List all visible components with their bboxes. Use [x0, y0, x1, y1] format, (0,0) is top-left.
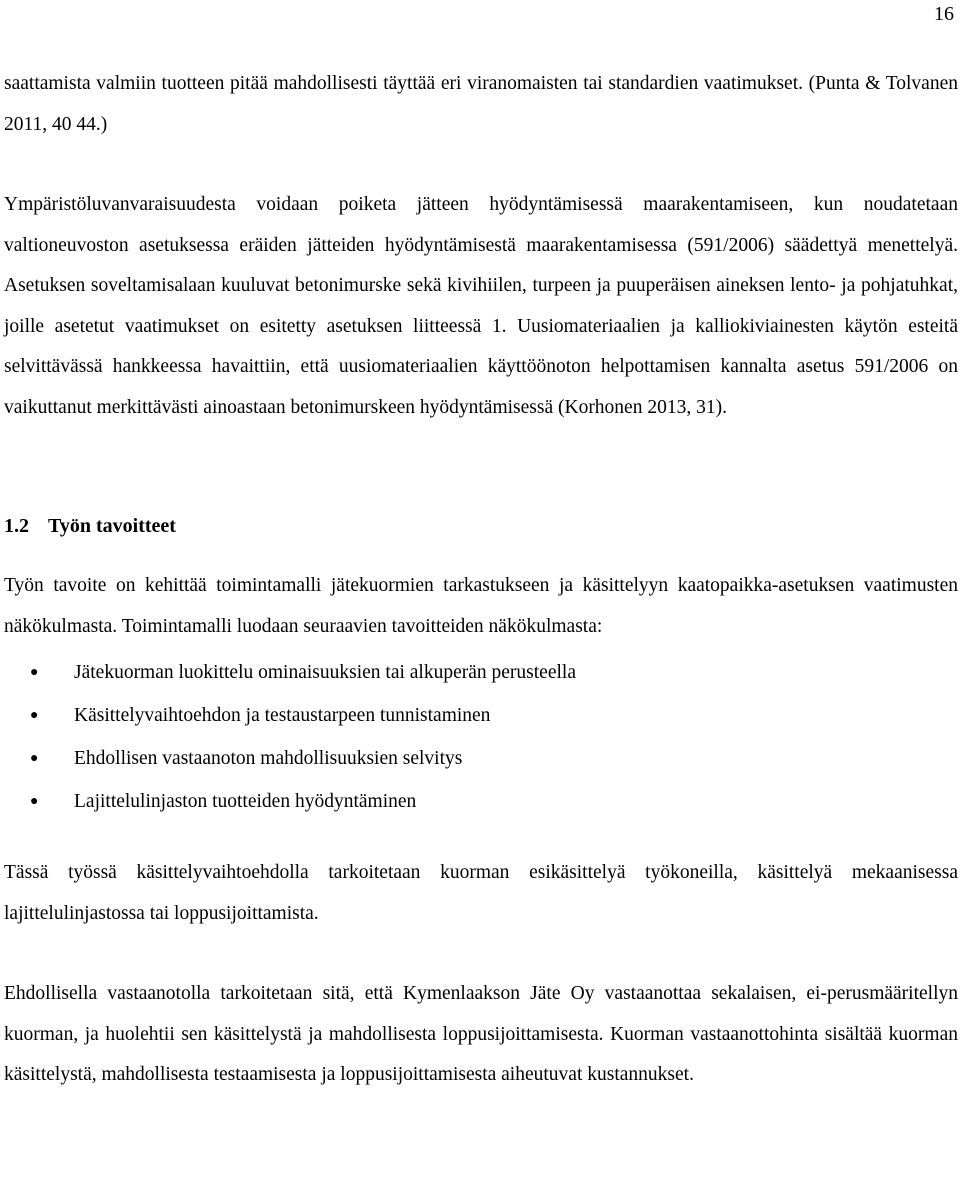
- list-item-text: Lajittelulinjaston tuotteiden hyödyntäminen: [74, 791, 417, 812]
- bullet-icon: ●: [30, 794, 39, 809]
- bullet-icon: ●: [30, 665, 39, 680]
- list-item-text: Ehdollisen vastaanoton mahdollisuuksien selvitys: [74, 748, 463, 769]
- bullet-icon: ●: [30, 708, 39, 723]
- paragraph-conditional-acceptance: Ehdollisella vastaanotolla tarkoitetaan sitä, että Kymenlaakson Jäte Oy vastaanottaa sekalaisen, ei-perusmääritellyn kuorman, ja huolehtii sen käsittelystä ja mahdollisesta loppusijoittamisesta. Kuorman vastaanottohinta sisältää kuorman käsittelystä, mahdollisesta testaamisesta ja loppusijoittamisesta aiheutuvat kustannukset.: [4, 983, 958, 1085]
- page-content: [4, 64, 958, 1096]
- paragraph-environmental-permit: Ympäristöluvanvaraisuudesta voidaan poiketa jätteen hyödyntämisessä maarakentamiseen, kun noudatetaan valtioneuvoston asetuksessa eräiden jätteiden hyödyntämisestä maarakentamisessa (591/2006) säädettyä menettelyä. Asetuksen soveltamisalaan kuuluvat betonimurske sekä kivihiilen, turpeen ja puuperäisen aineksen lento- ja pohjatuhkat, joille asetetut vaatimukset on esitetty asetuksen liitteessä 1. Uusiomateriaalien ja kalliokiviainesten käytön esteitä selvittävässä hankkeessa havaittiin, että uusiomateriaalien käyttöönoton helpottamisen kannalta asetus 591/2006 on vaikuttanut merkittävästi ainoastaan betonimurskeen hyödyntämisessä (Korhonen 2013, 31).: [4, 194, 958, 418]
- list-item: [4, 694, 958, 737]
- paragraph-processing-option: Tässä työssä käsittelyvaihtoehdolla tarkoitetaan kuorman esikäsittelyä työkoneilla, käsittelyä mekaanisessa lajittelulinjastossa tai loppusijoittamista.: [4, 862, 958, 924]
- section-heading: [4, 506, 958, 546]
- list-item: [4, 737, 958, 780]
- page-number: 16: [934, 3, 954, 25]
- list-item-text: Jätekuorman luokittelu ominaisuuksien tai alkuperän perusteella: [74, 662, 576, 683]
- paragraph-intro-continuation: saattamista valmiin tuotteen pitää mahdollisesti täyttää eri viranomaisten tai standardien vaatimukset. (Punta & Tolvanen 2011, 40 44.): [4, 73, 958, 135]
- goals-list: [4, 651, 958, 823]
- paragraph-goal-description: Työn tavoite on kehittää toimintamalli jätekuormien tarkastukseen ja käsittelyyn kaatopaikka-asetuksen vaatimusten näkökulmasta. Toimintamalli luodaan seuraavien tavoitteiden näkökulmasta:: [4, 575, 958, 637]
- list-item-text: Käsittelyvaihtoehdon ja testaustarpeen tunnistaminen: [74, 705, 491, 726]
- list-item: [4, 780, 958, 823]
- section-title: Työn tavoitteet: [48, 515, 176, 537]
- section-number: 1.2: [4, 515, 29, 537]
- bullet-icon: ●: [30, 751, 39, 766]
- list-item: [4, 651, 958, 694]
